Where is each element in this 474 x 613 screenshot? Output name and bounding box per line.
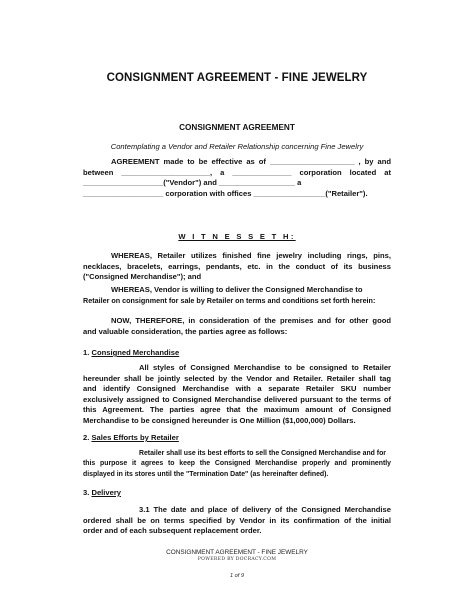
- intro-text: Contemplating a Vendor and Retailer Relationship concerning Fine Jewelry: [110, 142, 364, 151]
- section-1-heading: [83, 348, 179, 357]
- section-title: Sales Efforts by Retailer: [91, 433, 179, 442]
- page-number: 1 of 9: [230, 573, 244, 579]
- now-therefore-paragraph: [83, 316, 391, 337]
- section3-line: 3.1 The date and place of delivery of the Consigned Merchandise: [139, 505, 391, 514]
- whereas2-line: WHEREAS, Vendor is willing to deliver the Consigned Merchandise to: [111, 285, 363, 294]
- section2-line: this purpose it agrees to keep the Consigned Merchandise properly and prominently: [83, 460, 391, 468]
- section-title: Delivery: [91, 488, 122, 497]
- section2-line: displayed in its stores until the "Termination Date" (as hereinafter defined).: [83, 470, 329, 478]
- section-1-paragraph: [83, 363, 391, 427]
- whereas-paragraph-2: [83, 285, 391, 306]
- section3-line: ordered shall be on terms specified by Vendor in its confirmation of the initial: [83, 515, 391, 525]
- whereas1-line: ("Consigned Merchandise"); and: [83, 272, 202, 282]
- agreement-paragraph: [83, 157, 391, 199]
- section1-line: and identify Consigned Merchandise with a separate Retailer SKU number: [83, 384, 391, 394]
- agreement-subtitle: CONSIGNMENT AGREEMENT: [179, 123, 295, 132]
- footer-title: CONSIGNMENT AGREEMENT - FINE JEWELRY: [166, 549, 308, 556]
- whereas1-line: necklaces, bracelets, earrings, pendants, etc. in the conduct of its business: [83, 261, 391, 271]
- witnesseth-heading: [0, 232, 474, 241]
- section1-line: hereunder shall be jointly selected by the Vendor and Retailer. Retailer shall tag: [83, 373, 391, 383]
- agreement-line: ___________________ corporation with offices _________________("Retailer").: [83, 188, 368, 198]
- whereas2-line: Retailer on consignment for sale by Retailer on terms and conditions set forth herein:: [83, 295, 376, 305]
- section-3-paragraph: [83, 505, 391, 537]
- section-number: 1.: [83, 348, 90, 357]
- document-title: CONSIGNMENT AGREEMENT - FINE JEWELRY: [106, 72, 368, 84]
- section-3-heading: [83, 488, 121, 497]
- agreement-line: AGREEMENT made to be effective as of ____________________ , by and: [111, 157, 391, 166]
- section-number: 2.: [83, 433, 90, 442]
- now-line: NOW, THEREFORE, in consideration of the premises and for other good: [111, 316, 391, 325]
- section-title: Consigned Merchandise: [91, 348, 180, 357]
- section1-line: exclusively assigned to Consigned Merchandise delivered pursuant to the terms of: [83, 394, 391, 404]
- section-2-paragraph: [83, 449, 391, 480]
- section1-line: this Agreement. The parties agree that the maximum amount of Consigned: [83, 405, 391, 415]
- footer-powered-by: POWERED BY DOCRACY.COM: [197, 557, 277, 562]
- whereas-paragraph-1: [83, 251, 391, 283]
- now-line: and valuable consideration, the parties agree as follows:: [83, 326, 288, 336]
- section-2-heading: [83, 433, 179, 442]
- witnesseth-text: W I T N E S S E T H:: [178, 232, 296, 241]
- section2-line: Retailer shall use its best efforts to sell the Consigned Merchandise and for: [139, 450, 386, 457]
- section-number: 3.: [83, 488, 90, 497]
- whereas1-line: WHEREAS, Retailer utilizes finished fine jewelry including rings, pins,: [111, 251, 391, 260]
- section1-line: Merchandise to be consigned hereunder is One Million ($1,000,000) Dollars.: [83, 415, 356, 425]
- section1-line: All styles of Consigned Merchandise to be consigned to Retailer: [139, 363, 391, 372]
- agreement-line: ___________________("Vendor") and __________________ a: [83, 178, 302, 188]
- section3-line: order and of each subsequent replacement order.: [83, 526, 262, 536]
- agreement-line: between _____________________, a ______________ corporation located at: [83, 167, 391, 177]
